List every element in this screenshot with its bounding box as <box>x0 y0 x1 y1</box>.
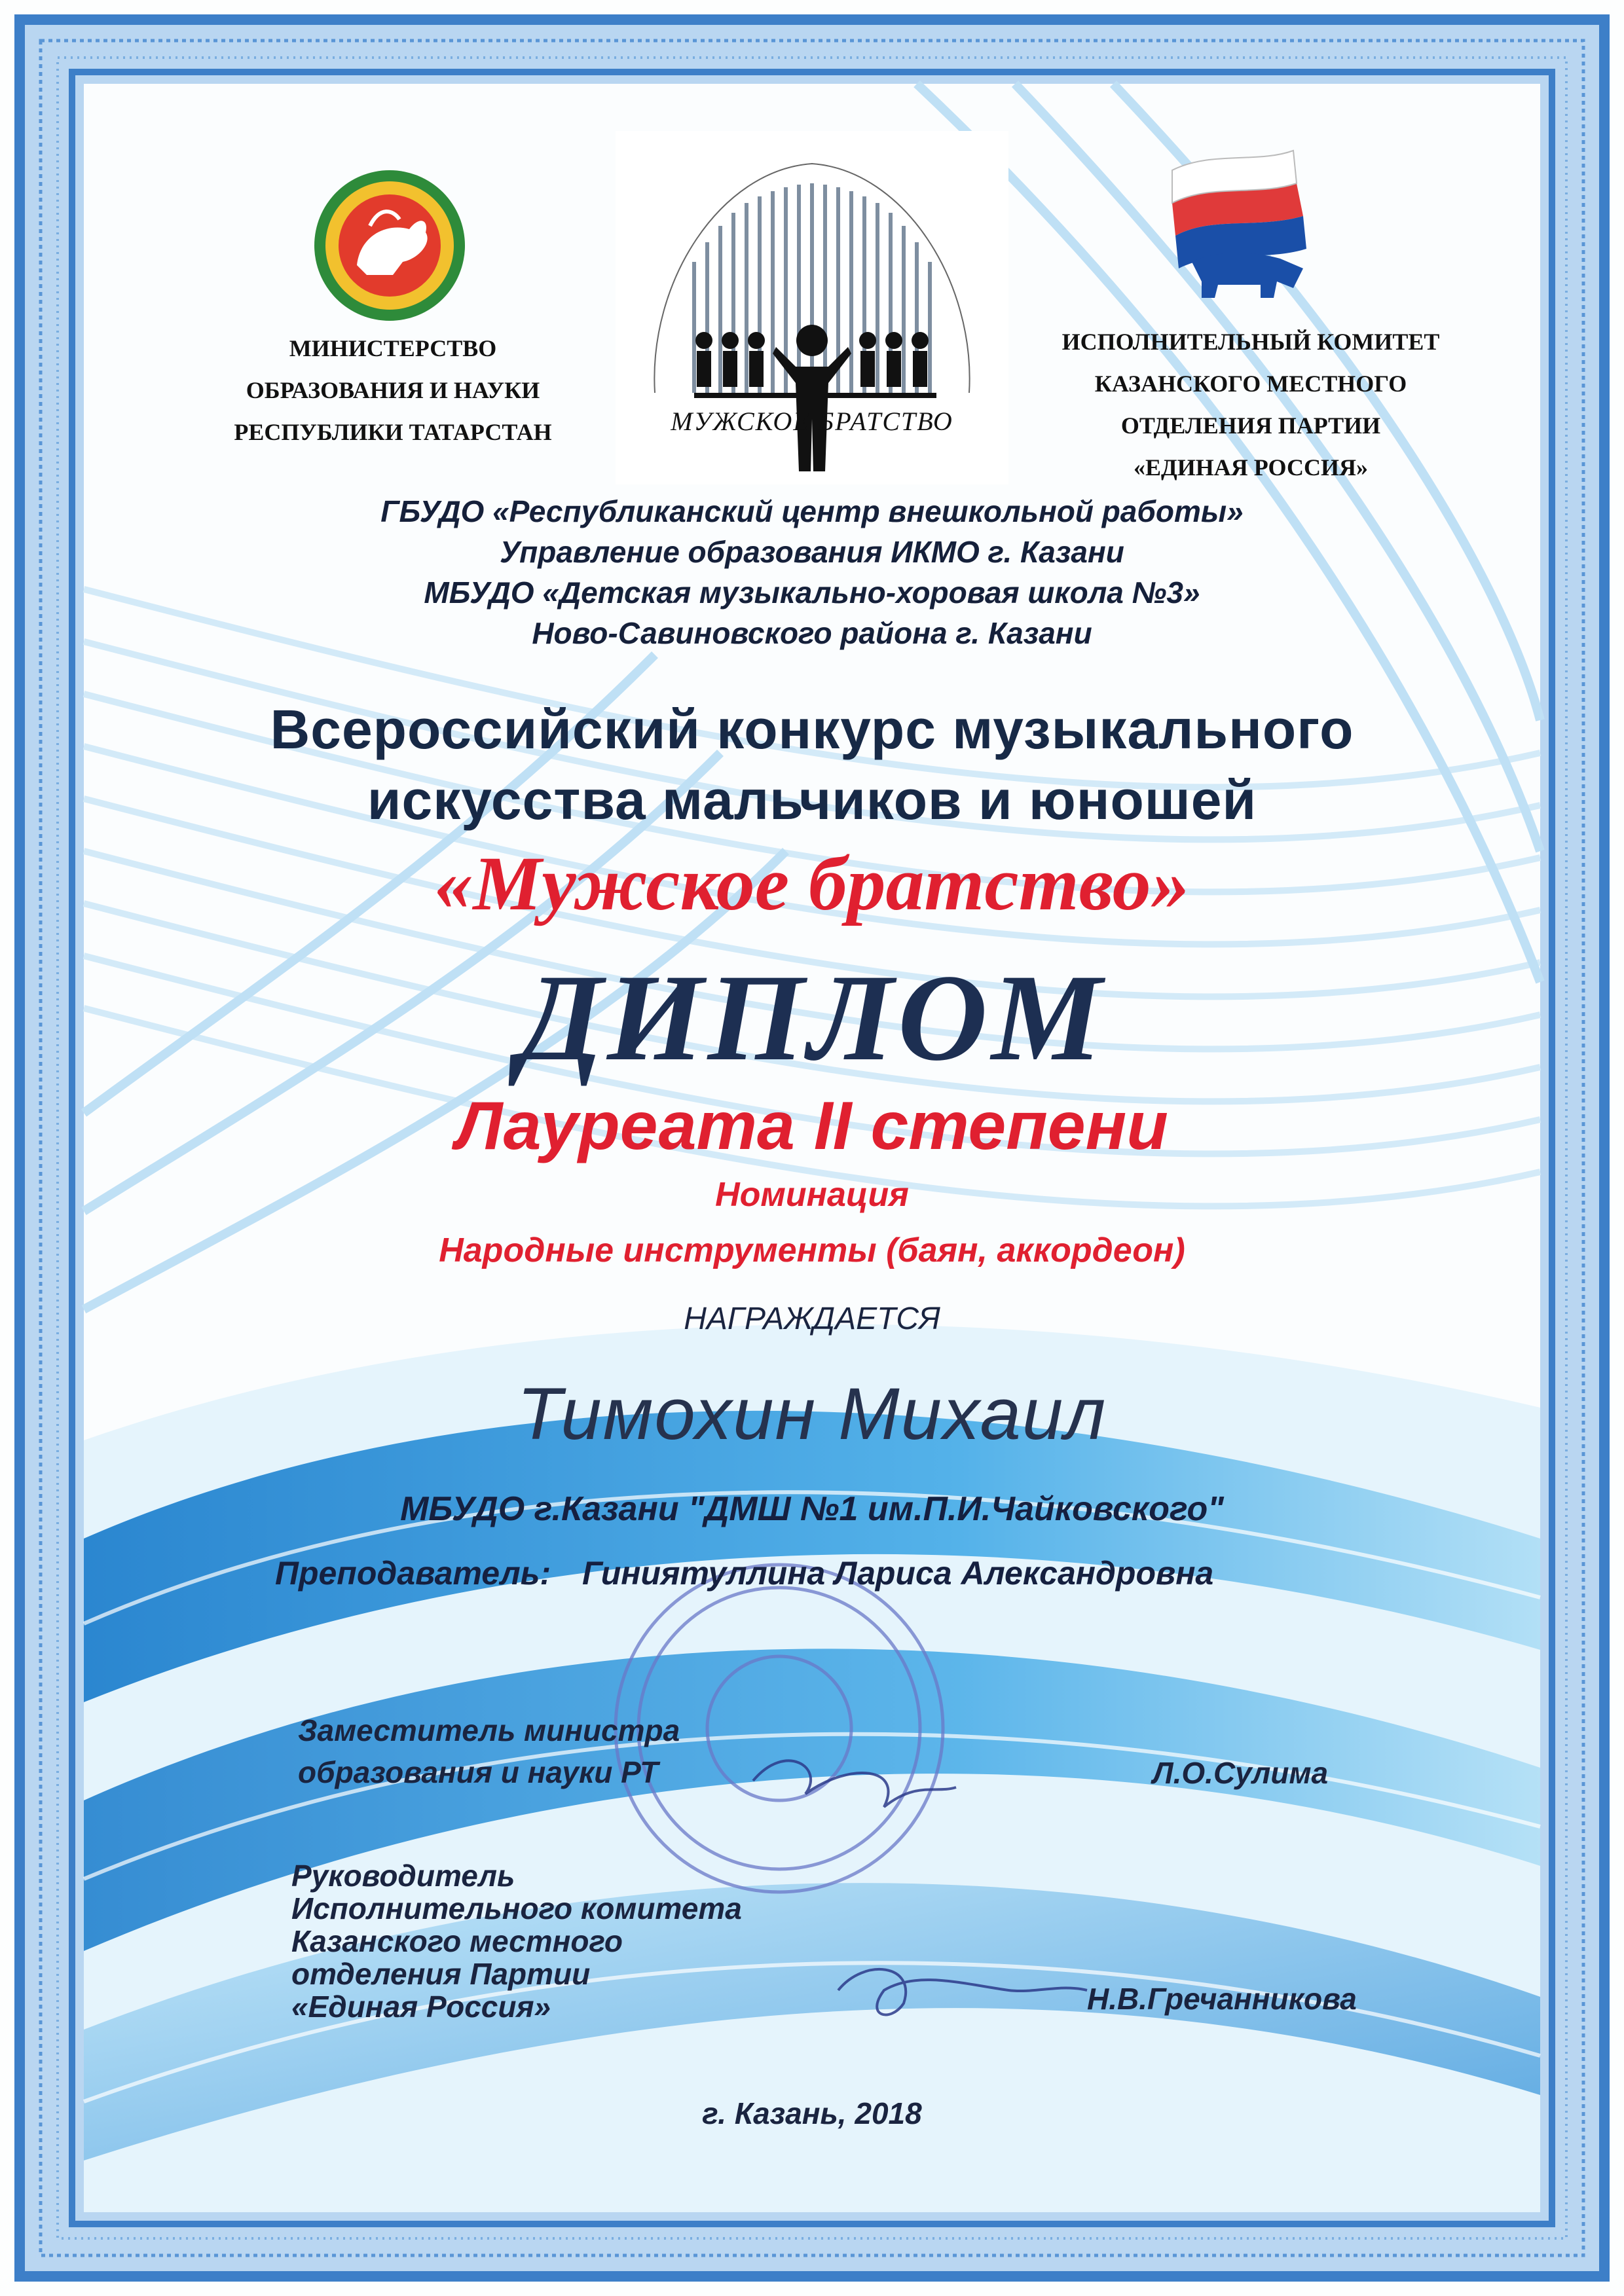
logo-caption: МУЖСКОЕ БРАТСТВО <box>671 407 953 436</box>
party-line-4: «ЕДИНАЯ РОССИЯ» <box>1134 454 1368 481</box>
signature-2-position-line-3: Казанского местного <box>291 1924 623 1958</box>
signature-2-name: Н.В.Гречанникова <box>1087 1982 1357 2016</box>
signature-1-position-line-2: образования и науки РТ <box>298 1755 659 1789</box>
laureate-degree: Лауреата II степени <box>456 1088 1168 1164</box>
diploma-title: ДИПЛОМ <box>518 949 1106 1087</box>
signature-2-position-line-1: Руководитель <box>291 1859 515 1893</box>
organizers-block <box>0 491 1624 653</box>
signature-1-position <box>298 1715 887 1787</box>
signature-2-position-line-2: Исполнительного комитета <box>291 1891 742 1925</box>
party-committee-name <box>1041 321 1460 488</box>
signature-2-position-line-5: «Единая Россия» <box>291 1990 551 2024</box>
organizer-4: Ново-Савиновского района г. Казани <box>532 616 1092 650</box>
awarded-label: НАГРАЖДАЕТСЯ <box>684 1302 940 1336</box>
organizer-3: МБУДО «Детская музыкально-хоровая школа №3» <box>424 575 1200 610</box>
organizer-1: ГБУДО «Республиканский центр внешкольной работы» <box>380 494 1244 528</box>
contest-title-line-2: искусства мальчиков и юношей <box>367 769 1257 831</box>
teacher-name: Гиниятуллина Лариса Александровна <box>581 1555 1214 1592</box>
signature-1-name: Л.О.Сулима <box>1153 1756 1329 1790</box>
ministry-line-3: РЕСПУБЛИКИ ТАТАРСТАН <box>234 419 552 445</box>
signature-1-position-line-1: Заместитель министра <box>298 1713 680 1747</box>
teacher-label: Преподаватель: <box>275 1555 551 1592</box>
contest-title <box>0 694 1624 835</box>
party-line-1: ИСПОЛНИТЕЛЬНЫЙ КОМИТЕТ <box>1061 329 1440 355</box>
signature-2-position-line-4: отделения Партии <box>291 1957 591 1991</box>
organizer-2: Управление образования ИКМО г. Казани <box>500 535 1124 569</box>
ministry-line-2: ОБРАЗОВАНИЯ И НАУКИ <box>246 377 540 403</box>
ministry-line-1: МИНИСТЕРСТВО <box>289 335 497 361</box>
nomination-value: Народные инструменты (баян, аккордеон) <box>439 1231 1185 1269</box>
teacher-line <box>275 1550 1421 1596</box>
place-and-year: г. Казань, 2018 <box>702 2096 922 2130</box>
tatarstan-emblem <box>314 170 465 321</box>
contest-name: «Мужское братство» <box>434 841 1190 926</box>
recipient-school: МБУДО г.Казани "ДМШ №1 им.П.И.Чайковского" <box>400 1490 1224 1528</box>
party-line-2: КАЗАНСКОГО МЕСТНОГО <box>1094 371 1407 397</box>
contest-title-line-1: Всероссийский конкурс музыкального <box>270 699 1354 760</box>
party-line-3: ОТДЕЛЕНИЯ ПАРТИИ <box>1120 412 1381 439</box>
signature-2-position <box>291 1859 881 2023</box>
nomination-label: Номинация <box>715 1176 909 1214</box>
recipient-name: Тимохин Михаил <box>517 1373 1107 1455</box>
ministry-name <box>216 327 570 453</box>
